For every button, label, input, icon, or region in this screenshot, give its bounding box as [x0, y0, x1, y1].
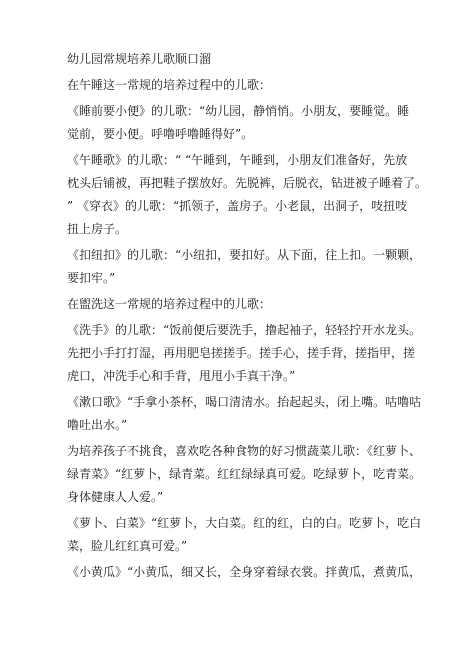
text-line: 《漱口歌》“手拿小茶杯，喝口清清水。抬起起头，闭上嘴。咕噜咕: [67, 395, 422, 409]
text-line: 在盥洗这一常规的培养过程中的儿歌：: [67, 297, 272, 311]
text-line: 要扣牢。”: [67, 271, 116, 285]
text-line: 《洗手》的儿歌：“饭前便后要洗手，撸起袖子，轻轻拧开水龙头。: [67, 323, 422, 337]
text-line: 菜，脸儿红红真可爱。”: [67, 539, 188, 553]
text-line: 《午睡歌》的儿歌：“ “午睡到，午睡到，小朋友们准备好，先放: [67, 153, 408, 167]
document-title: 幼儿园常规培养儿歌顺口溜: [67, 52, 212, 66]
text-line: 绿青菜》“红萝卜，绿青菜。红红绿绿真可爱。吃绿萝卜，吃青菜。: [67, 467, 422, 481]
text-line: 在午睡这一常规的培养过程中的儿歌：: [67, 78, 272, 92]
text-line: 扭上房子。: [67, 222, 128, 236]
text-line: 先把小手打打湿，再用肥皂搓搓手。搓手心，搓手背，搓指甲，搓: [67, 346, 416, 360]
text-line: 身体健康人人爱。”: [67, 490, 164, 504]
text-line: ” 《穿衣》的儿歌：“抓领子，盖房子。小老鼠，出洞子，吱扭吱: [67, 199, 408, 213]
document-body: [67, 52, 428, 579]
text-line: 噜吐出水。”: [67, 418, 128, 432]
text-line: 《小黄瓜》“小黄瓜，细又长，全身穿着绿衣裳。拌黄瓜，煮黄瓜，: [67, 565, 422, 579]
text-line: 《萝卜、白菜》“红萝卜，大白菜。红的红，白的白。吃萝卜，吃白: [67, 516, 422, 530]
text-line: 《扣纽扣》的儿歌：“小纽扣，要扣好。从下面，往上扣。一颗颗，: [67, 248, 422, 262]
text-line: 枕头后铺被，再把鞋子摆放好。先脱裤，后脱衣，钻进被子睡着了。: [67, 176, 428, 190]
text-line: 《睡前要小便》的儿歌：“幼儿园，静悄悄。小朋友，要睡觉。睡: [67, 104, 410, 118]
text-line: 虎口，冲洗手心和手背，甩甩小手真干净。”: [67, 369, 296, 383]
text-line: 为培养孩子不挑食，喜欢吃各种食物的好习惯蔬菜儿歌：《红萝卜、: [67, 444, 422, 458]
text-line: 觉前，要小便。呼噜呼噜睡得好”。: [67, 127, 254, 141]
